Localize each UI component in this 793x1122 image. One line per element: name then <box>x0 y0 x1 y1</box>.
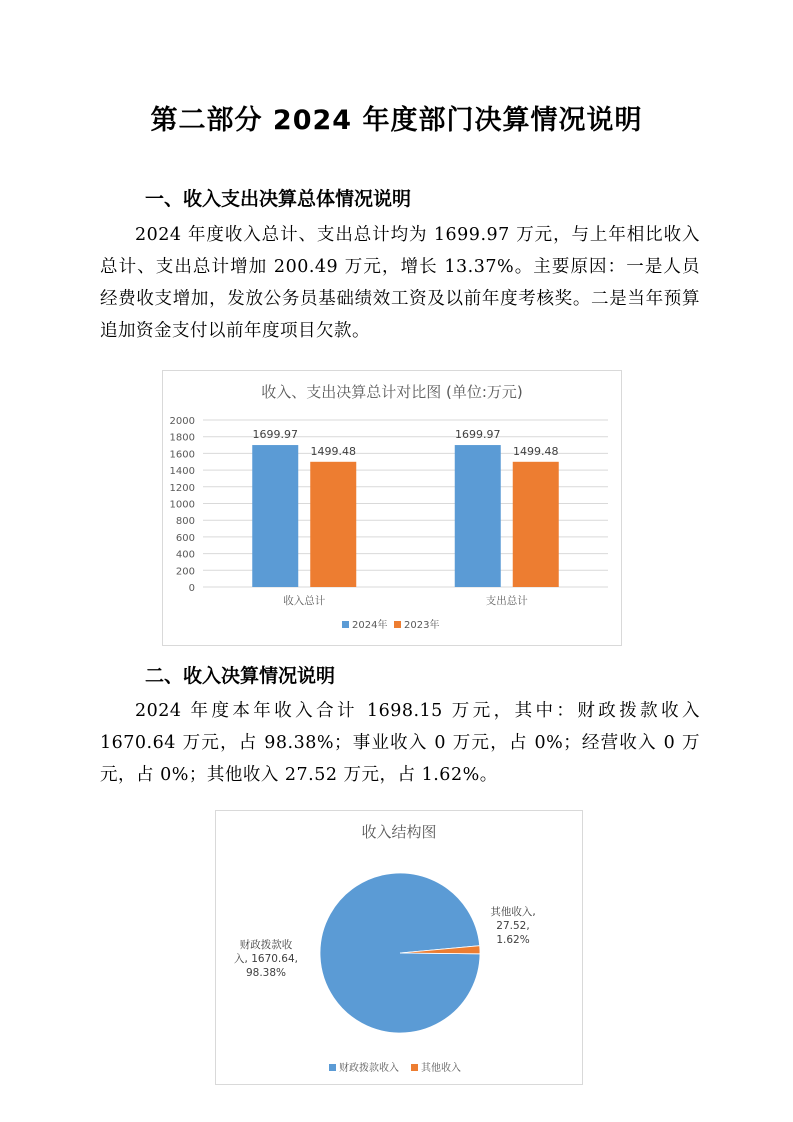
pie-data-label: 1.62% <box>496 934 530 946</box>
bar-data-label: 1699.97 <box>252 428 298 442</box>
bar <box>310 462 356 587</box>
y-tick-label: 200 <box>175 566 195 578</box>
y-tick-label: 1200 <box>169 482 195 494</box>
y-tick-label: 2000 <box>169 416 195 427</box>
bar-chart-svg <box>163 371 621 645</box>
legend-swatch <box>329 1064 336 1071</box>
y-tick-label: 1000 <box>169 499 195 511</box>
x-category-label: 支出总计 <box>485 595 528 607</box>
bar-data-label: 1699.97 <box>455 428 501 442</box>
bar-chart-title: 收入、支出决算总计对比图 (单位:万元) <box>261 383 523 401</box>
bar <box>455 445 501 587</box>
legend-swatch <box>411 1064 418 1071</box>
legend-swatch <box>394 621 401 628</box>
x-category-label: 收入总计 <box>283 595 326 607</box>
pie-data-label: 入, 1670.64, <box>234 953 298 965</box>
pie-data-label: 财政拨款收 <box>239 939 293 951</box>
section2-paragraph: 2024 年度本年收入合计 1698.15 万元，其中：财政拨款收入 1670.64 万元，占 98.38%；事业收入 0 万元，占 0%；经营收入 0 万元，占 0%；其他收入 27.52 万元，占 1.62%。 <box>100 701 700 785</box>
y-tick-label: 600 <box>175 532 195 544</box>
section1-heading: 一、收入支出决算总体情况说明 <box>145 188 412 210</box>
legend-label: 其他收入 <box>421 1063 461 1074</box>
pie-chart <box>215 810 583 1085</box>
y-tick-label: 400 <box>175 549 195 561</box>
pie-data-label: 98.38% <box>245 967 287 979</box>
y-tick-label: 800 <box>175 516 195 528</box>
y-tick-label: 1600 <box>169 449 195 461</box>
bar-data-label: 1499.48 <box>310 444 356 458</box>
section2-heading: 二、收入决算情况说明 <box>145 665 336 687</box>
section1-paragraph: 2024 年度收入总计、支出总计均为 1699.97 万元，与上年相比收入总计、支出总计增加 200.49 万元，增长 13.37%。主要原因：一是人员经费收支增加，发放公务员基础绩效工资及以前年度考核奖。二是当年预算追加资金支付以前年度项目欠款。 <box>100 225 700 341</box>
legend-label: 2024年 <box>352 620 388 631</box>
y-tick-label: 1400 <box>169 466 195 478</box>
bar <box>513 462 559 587</box>
bar-data-label: 1499.48 <box>513 444 559 458</box>
legend-swatch <box>342 621 349 628</box>
legend-label: 2023年 <box>404 620 440 631</box>
bar-chart <box>162 370 622 646</box>
pie-data-label: 其他收入, <box>490 906 536 918</box>
pie-chart-title: 收入结构图 <box>361 823 437 841</box>
bar <box>252 445 298 587</box>
legend-label: 财政拨款收入 <box>339 1063 399 1074</box>
pie-chart-svg <box>216 811 582 1084</box>
y-tick-label: 1800 <box>169 432 195 444</box>
y-tick-label: 0 <box>188 583 195 594</box>
pie-data-label: 27.52, <box>496 920 530 932</box>
page-title: 第二部分 2024 年度部门决算情况说明 <box>150 105 643 136</box>
